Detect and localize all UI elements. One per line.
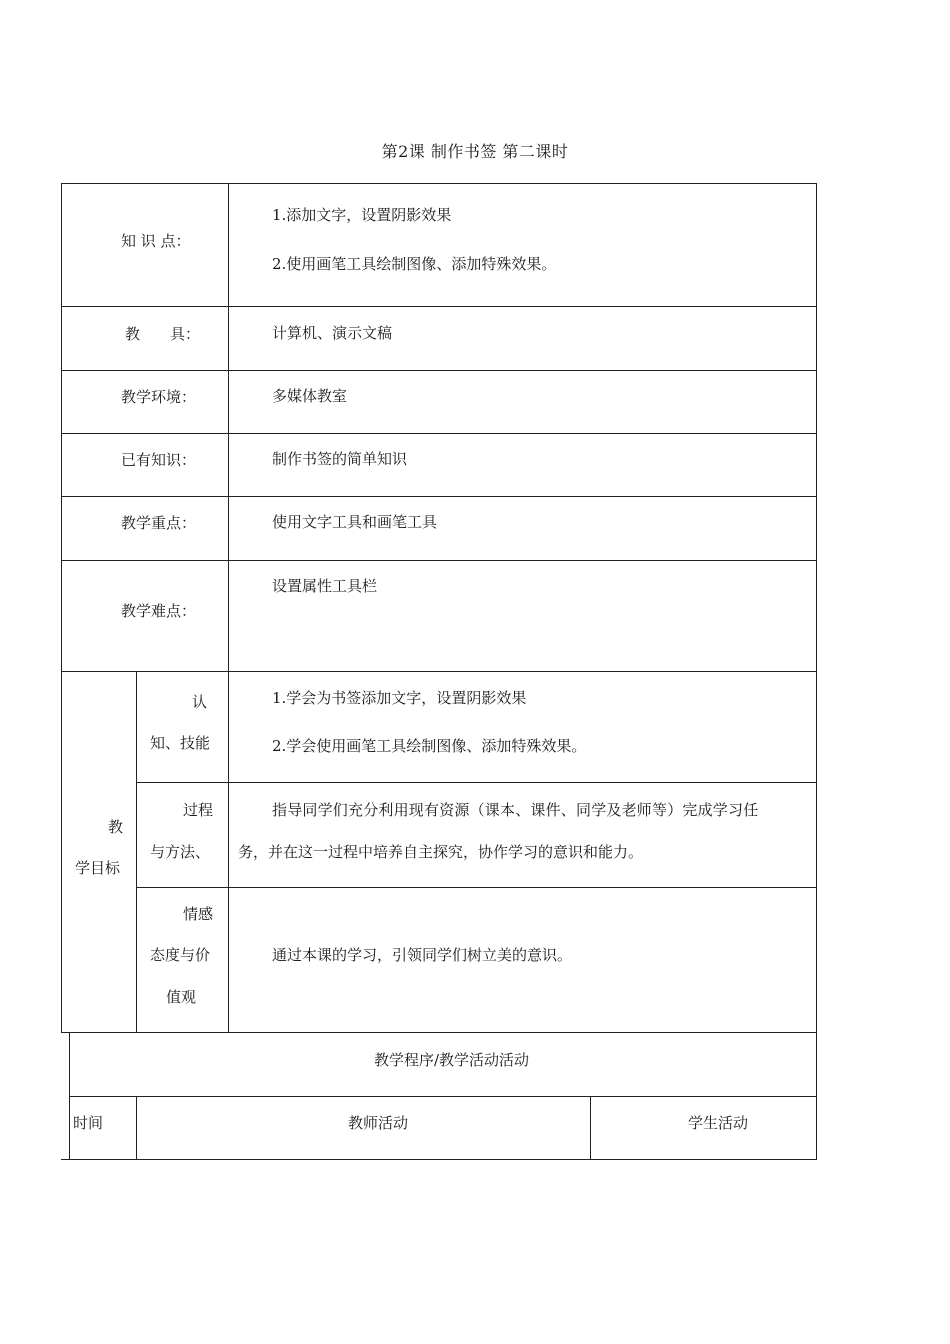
table-border xyxy=(61,1159,817,1160)
process-label-1: 过程 xyxy=(183,801,214,819)
column-student: 学生活动 xyxy=(688,1114,749,1132)
knowledge-label: 知 识 点： xyxy=(121,232,191,250)
environment-label: 教学环境： xyxy=(121,388,197,406)
process-label-2: 与方法、 xyxy=(150,843,211,861)
emotion-value: 通过本课的学习，引领同学们树立美的意识。 xyxy=(272,946,573,964)
emotion-label-1: 情感 xyxy=(183,905,214,923)
table-border xyxy=(61,496,817,497)
emotion-label-3: 值观 xyxy=(166,988,197,1006)
column-time: 时间 xyxy=(73,1114,104,1132)
table-border xyxy=(61,183,62,1033)
cognitive-label-1: 认 xyxy=(192,693,208,711)
tools-value: 计算机、演示文稿 xyxy=(272,324,393,342)
table-border xyxy=(61,306,817,307)
process-line-2: 务，并在这一过程中培养自主探究，协作学习的意识和能力。 xyxy=(238,843,644,861)
table-border xyxy=(61,370,817,371)
table-border xyxy=(816,183,817,1160)
knowledge-item-2: 2.使用画笔工具绘制图像、添加特殊效果。 xyxy=(272,255,557,273)
table-border xyxy=(136,782,817,783)
emotion-label-2: 态度与价 xyxy=(150,946,211,964)
knowledge-item-1: 1.添加文字，设置阴影效果 xyxy=(272,206,452,224)
table-border xyxy=(228,183,229,1033)
objectives-label-2: 学目标 xyxy=(75,859,121,877)
table-border xyxy=(69,1096,817,1097)
procedure-header: 教学程序/教学活动活动 xyxy=(374,1051,530,1069)
table-border xyxy=(136,887,817,888)
table-border xyxy=(61,433,817,434)
objectives-label-1: 教 xyxy=(108,818,124,836)
environment-value: 多媒体教室 xyxy=(272,387,348,405)
table-border xyxy=(69,1032,70,1160)
page-title: 第2课 制作书签 第二课时 xyxy=(381,142,569,161)
prior-label: 已有知识： xyxy=(121,451,197,469)
prior-value: 制作书签的简单知识 xyxy=(272,450,408,468)
column-teacher: 教师活动 xyxy=(348,1114,409,1132)
table-border xyxy=(136,1096,137,1160)
focus-value: 使用文字工具和画笔工具 xyxy=(272,513,438,531)
focus-label: 教学重点： xyxy=(121,514,197,532)
table-border xyxy=(590,1096,591,1160)
table-border xyxy=(61,1032,817,1033)
table-border xyxy=(61,560,817,561)
cognitive-item-1: 1.学会为书签添加文字，设置阴影效果 xyxy=(272,689,527,707)
cognitive-label-2: 知、技能 xyxy=(150,734,211,752)
process-line-1: 指导同学们充分利用现有资源（课本、课件、同学及老师等）完成学习任 xyxy=(272,801,759,819)
table-border xyxy=(61,671,817,672)
table-border xyxy=(136,671,137,1033)
table-border xyxy=(61,183,817,184)
difficulty-value: 设置属性工具栏 xyxy=(272,577,378,595)
tools-label: 教 具： xyxy=(125,325,201,343)
difficulty-label: 教学难点： xyxy=(121,602,197,620)
cognitive-item-2: 2.学会使用画笔工具绘制图像、添加特殊效果。 xyxy=(272,737,587,755)
